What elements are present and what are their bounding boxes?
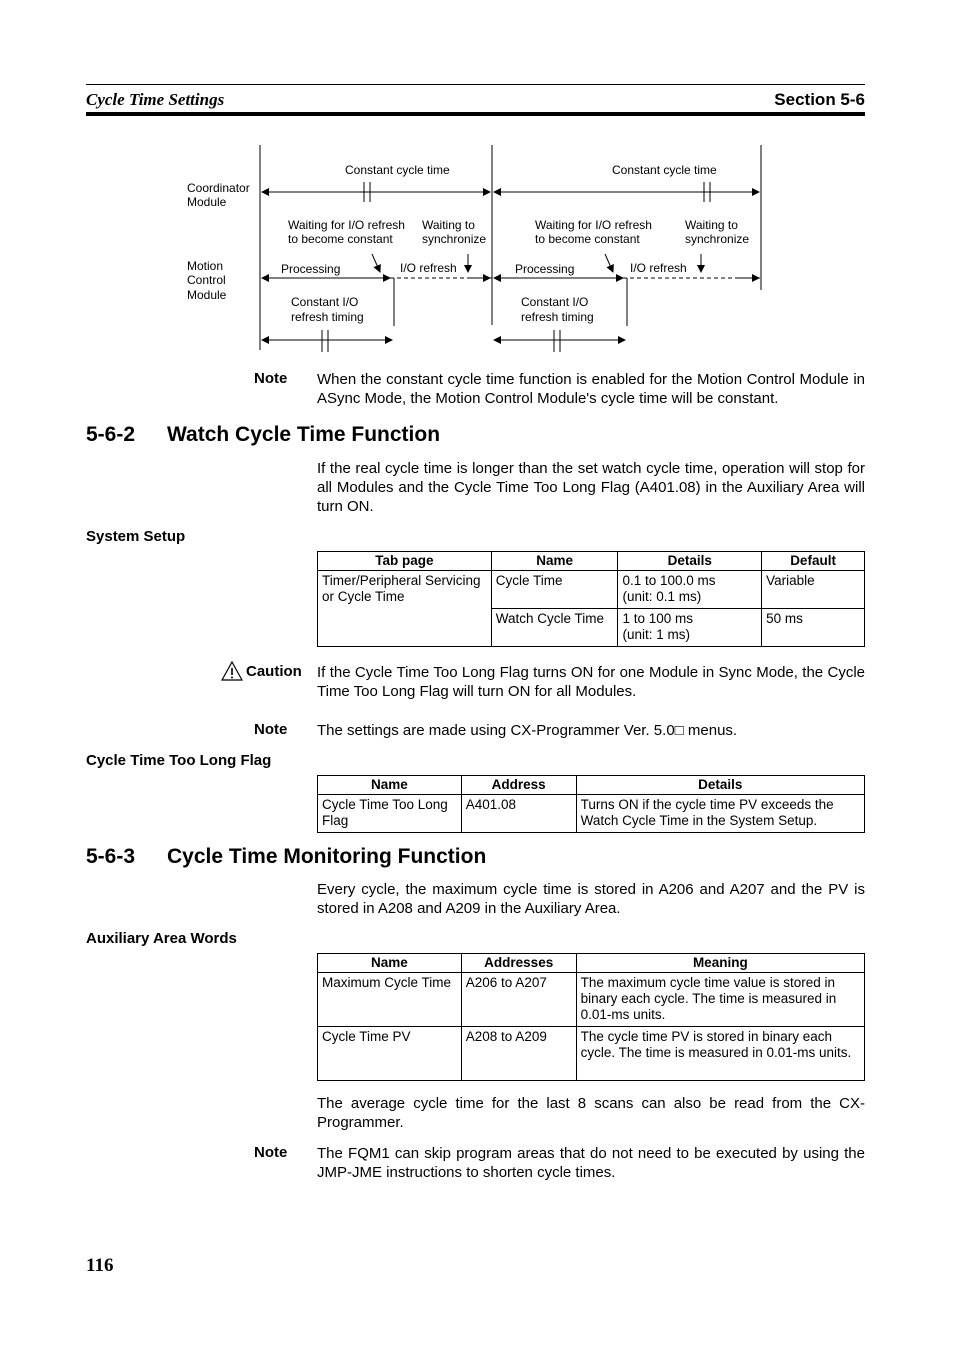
table-cell: The cycle time PV is stored in binary each cycle. The time is measured in 0.01-ms units. — [576, 1027, 864, 1081]
table-cell: Turns ON if the cycle time PV exceeds the Watch Cycle Time in the System Setup. — [576, 795, 864, 833]
subheading-system-setup: System Setup — [86, 528, 186, 545]
table-header: Meaning — [576, 954, 864, 973]
average-cycle-time-text: The average cycle time for the last 8 scans can also be read from the CX-Programmer. — [317, 1095, 865, 1131]
table-header: Address — [461, 776, 576, 795]
page-number: 116 — [86, 1255, 114, 1276]
section-intro-text: If the real cycle time is longer than the set watch cycle time, operation will stop for all Modules and the Cycle Time Too Long Flag (A401.08) in the Auxiliary Area will turn ON. — [317, 460, 865, 515]
subheading-auxiliary-area-words: Auxiliary Area Words — [86, 930, 237, 947]
section-heading-5-6-2: 5-6-2 Watch Cycle Time Function — [86, 423, 441, 446]
table-row — [318, 973, 865, 1027]
table-header: Default — [762, 552, 865, 571]
table-row — [318, 1027, 865, 1081]
table-row — [318, 795, 865, 833]
warning-triangle-icon — [221, 661, 243, 681]
auxiliary-area-table — [317, 953, 865, 1081]
note-text: The settings are made using CX-Programmer Ver. 5.0□ menus. — [317, 722, 738, 739]
table-cell: Cycle Time PV — [318, 1027, 462, 1081]
table-header: Name — [318, 776, 462, 795]
running-header-title: Cycle Time Settings — [86, 90, 225, 109]
table-header: Details — [618, 552, 762, 571]
table-cell: A208 to A209 — [461, 1027, 576, 1081]
header-bottom-rule — [86, 112, 865, 116]
note-label: Note — [254, 370, 288, 387]
table-header: Addresses — [461, 954, 576, 973]
running-header-section: Section 5-6 — [774, 90, 865, 109]
motion-control-module-label: Motion Control Module — [187, 259, 227, 302]
io-refresh-label: I/O refresh — [400, 261, 457, 275]
processing-label: Processing — [515, 262, 575, 276]
table-cell: Timer/Peripheral Servicing or Cycle Time — [318, 571, 492, 647]
section-intro-text: Every cycle, the maximum cycle time is stored in A206 and A207 and the PV is stored in A208 and A209 in the Auxiliary Area. — [317, 881, 865, 917]
waiting-synchronize-label: Waiting to synchronize — [685, 218, 750, 246]
constant-io-refresh-timing-label: Constant I/O refresh timing — [291, 295, 364, 324]
note-label: Note — [254, 1144, 288, 1161]
constant-cycle-time-label: Constant cycle time — [612, 163, 717, 177]
cycle-time-flag-table — [317, 775, 865, 833]
table-cell: Maximum Cycle Time — [318, 973, 462, 1027]
table-cell: 0.1 to 100.0 ms (unit: 0.1 ms) — [618, 571, 762, 609]
caution-text: If the Cycle Time Too Long Flag turns ON for one Module in Sync Mode, the Cycle Time Too Long Flag will turn ON for all Modules. — [317, 664, 865, 700]
io-refresh-label: I/O refresh — [630, 261, 687, 275]
table-cell: Cycle Time — [491, 571, 618, 609]
table-row — [318, 571, 865, 609]
waiting-io-refresh-label: Waiting for I/O refresh to become constant — [535, 218, 652, 246]
processing-label: Processing — [281, 262, 341, 276]
note-text: The FQM1 can skip program areas that do not need to be executed by using the JMP-JME instructions to shorten cycle times. — [317, 1145, 865, 1181]
table-cell: Variable — [762, 571, 865, 609]
constant-io-refresh-timing-label: Constant I/O refresh timing — [521, 295, 594, 324]
table-cell: Watch Cycle Time — [491, 609, 618, 647]
table-header: Details — [576, 776, 864, 795]
table-cell: 50 ms — [762, 609, 865, 647]
table-cell: 1 to 100 ms (unit: 1 ms) — [618, 609, 762, 647]
constant-cycle-timing-diagram — [180, 140, 780, 360]
note-text: When the constant cycle time function is enabled for the Motion Control Module in ASync Mode, the Motion Control Module's cycle time will be constant. — [317, 371, 865, 407]
table-cell: Cycle Time Too Long Flag — [318, 795, 462, 833]
constant-cycle-time-label: Constant cycle time — [345, 163, 450, 177]
system-setup-table — [317, 551, 865, 647]
table-header: Name — [491, 552, 618, 571]
subheading-cycle-time-too-long-flag: Cycle Time Too Long Flag — [86, 752, 272, 769]
coordinator-module-label: Coordinator Module — [187, 181, 250, 209]
caution-label: Caution — [221, 661, 302, 681]
table-cell: The maximum cycle time value is stored in binary each cycle. The time is measured in 0.01-ms units. — [576, 973, 864, 1027]
table-cell: A206 to A207 — [461, 973, 576, 1027]
table-header: Name — [318, 954, 462, 973]
waiting-io-refresh-label: Waiting for I/O refresh to become constant — [288, 218, 405, 246]
table-header: Tab page — [318, 552, 492, 571]
header-top-rule — [86, 84, 865, 85]
note-label: Note — [254, 721, 288, 738]
table-cell: A401.08 — [461, 795, 576, 833]
section-heading-5-6-3: 5-6-3 Cycle Time Monitoring Function — [86, 845, 487, 868]
waiting-synchronize-label: Waiting to synchronize — [422, 218, 487, 246]
